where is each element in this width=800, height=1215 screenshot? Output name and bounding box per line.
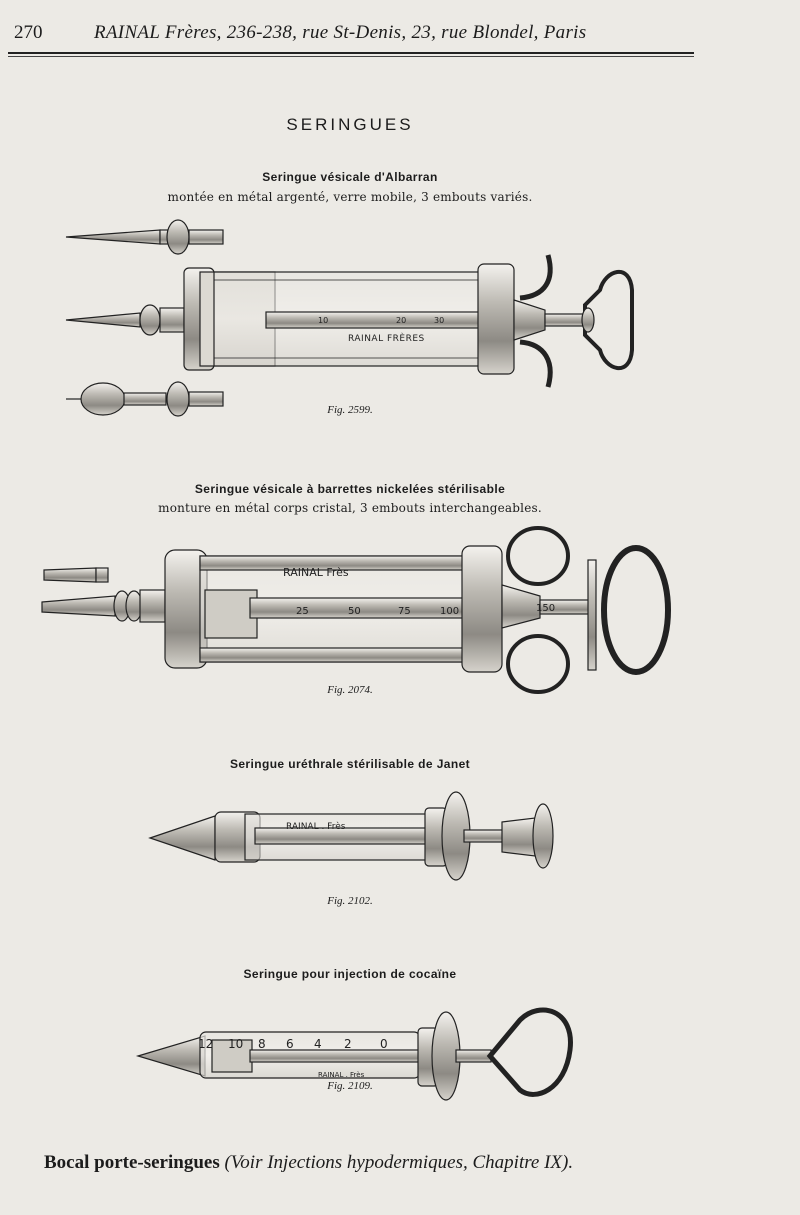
figure-label-2074: Fig. 2074. [327, 684, 373, 696]
figure-label-2109: Fig. 2109. [327, 1080, 373, 1092]
scale-mark: 25 [296, 606, 309, 617]
footer-italic-text: (Voir Injections hypodermiques, Chapitre IX). [224, 1152, 574, 1173]
scale-mark: 150 [536, 603, 556, 614]
footer-note [44, 1152, 573, 1174]
figure-label-2599: Fig. 2599. [327, 404, 373, 416]
caption-janet: Seringue uréthrale stérilisable de Janet [229, 757, 471, 771]
caption-barrettes: Seringue vésicale à barrettes nickelées stérilisable [194, 482, 506, 496]
caption-cocaine: Seringue pour injection de cocaïne [243, 967, 457, 981]
engraving-text: RAINAL . Frès [318, 1071, 365, 1079]
figure-label-2102: Fig. 2102. [327, 895, 373, 907]
subcaption-albarran: montée en métal argenté, verre mobile, 3 embouts variés. [167, 190, 533, 204]
scale-mark: 50 [348, 606, 361, 617]
syringe-barrettes [42, 528, 668, 692]
nozzle-tip-conical [66, 220, 223, 254]
scale-mark: 8 [258, 1037, 266, 1051]
scale-mark: 12 [198, 1037, 214, 1051]
syringe-body [66, 255, 632, 387]
engraving-text: RAINAL . Frès [286, 822, 346, 832]
scale-mark: 20 [396, 316, 407, 325]
scale-mark: 4 [314, 1037, 322, 1051]
scale-mark: 10 [318, 316, 329, 325]
footer-bold-text: Bocal porte-seringues [44, 1152, 220, 1173]
scale-mark: 2 [344, 1037, 352, 1051]
scale-mark: 0 [380, 1037, 388, 1051]
subcaption-barrettes: monture en métal corps cristal, 3 embouts interchangeables. [158, 501, 542, 515]
scale-mark: 30 [434, 316, 445, 325]
section-title: SERINGUES [286, 115, 414, 134]
nozzle-tip-loose [44, 568, 108, 582]
scale-mark: 6 [286, 1037, 294, 1051]
publisher-line: RAINAL Frères, 236-238, rue St-Denis, 23, rue Blondel, Paris [94, 22, 587, 43]
engraving-text: RAINAL FRÈRES [348, 334, 425, 344]
engraving-text: RAINAL Frès [283, 566, 349, 579]
scale-mark: 75 [398, 606, 411, 617]
page-number: 270 [14, 22, 43, 43]
syringe-albarran [66, 220, 632, 416]
caption-albarran: Seringue vésicale d'Albarran [262, 170, 438, 184]
syringe-janet [150, 792, 553, 880]
scale-mark: 10 [228, 1037, 244, 1051]
scale-mark: 100 [440, 606, 460, 617]
